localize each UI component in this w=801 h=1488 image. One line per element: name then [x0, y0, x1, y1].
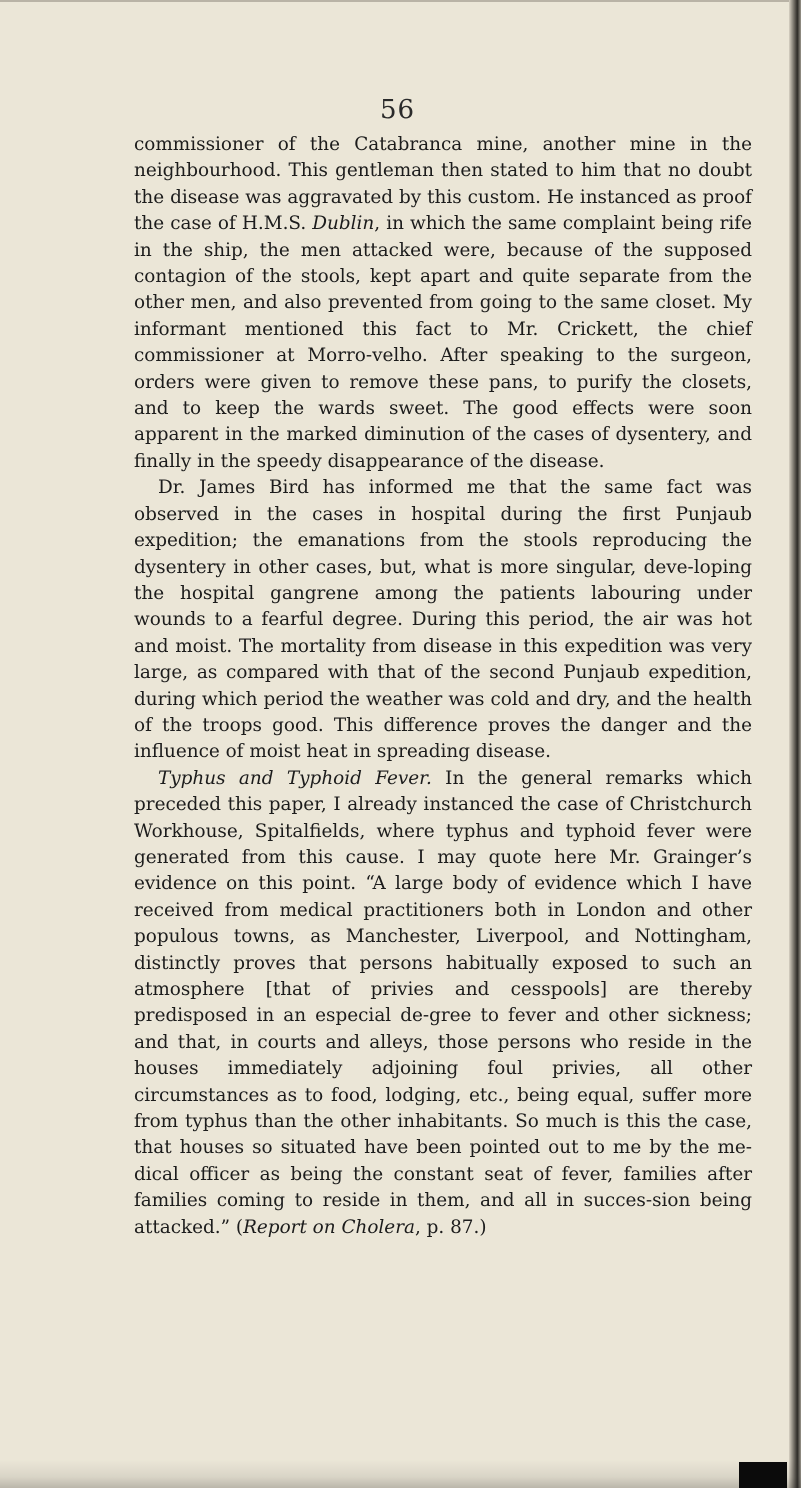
- paragraph-3: [134, 766, 752, 1241]
- black-marker-block: [739, 1462, 787, 1488]
- body-text: [134, 132, 752, 1241]
- paragraph-2: Dr. James Bird has informed me that the same fact was observed in the cases in hospital during the first Punjaub expedition; the emanations from the stools reproducing the dysentery in other cases, but, what is more singular, deve-loping the hospital gangrene among the patients labouring under wounds to a fearful degree. During this period, the air was hot and moist. The mortality from disease in this expedition was very large, as compared with that of the second Punjaub expedition, during which period the weather was cold and dry, and the health of the troops good. This difference proves the danger and the influence of moist heat in spreading disease.: [134, 477, 752, 763]
- section-heading: Typhus and Typhoid Fever.: [158, 767, 432, 789]
- page-number: 56: [380, 95, 416, 125]
- paragraph-1-end: , in which the same complaint being rife in the ship, the men attacked were, because of the supposed contagion of the stools, kept apart and quite separate from the other men, and also prevented from going to the same closet. My informant mentioned this fact to Mr. Crickett, the chief commissioner at Morro-velho. After speaking to the surgeon, orders were given to remove these pans, to purify the closets, and to keep the wards sweet. The good effects were soon apparent in the marked diminution of the cases of dysentery, and finally in the speedy disappearance of the disease.: [134, 213, 752, 472]
- paragraph-1: [134, 132, 752, 475]
- bottom-shadow: [0, 1460, 801, 1488]
- paragraph-1-start: commissioner of the Catabranca mine, another mine in the neighbourhood. This gentleman then stated to him that no doubt the disease was aggravated by this custom. He instanced as proof the case of H.M.S.: [134, 134, 752, 235]
- paragraph-3-body: In the general remarks which preceded this paper, I already instanced the case of Christchurch Workhouse, Spitalfields, where typhus and typhoid fever were generated from this cause. I may quote here Mr. Grainger’s evidence on this point. “A large body of evidence which I have received from medical practitioners both in London and other populous towns, as Manchester, Liverpool, and Nottingham, distinctly proves that persons habitually exposed to such an atmosphere [that of privies and cesspools] are thereby predisposed in an especial de-gree to fever and other sickness; and that, in courts and alleys, those persons who reside in the houses immediately adjoining foul privies, all other circumstances as to food, lodging, etc., being equal, suffer more from typhus than the other inhabitants. So much is this the case, that houses so situated have been pointed out to me by the me-dical officer as being the constant seat of fever, families after families coming to reside in them, and all in succes-sion being attacked.” (: [134, 767, 752, 1238]
- citation-title: Report on Cholera: [243, 1216, 415, 1238]
- top-edge: [0, 0, 801, 2]
- citation-page: , p. 87.): [414, 1216, 487, 1238]
- page-binding-edge: [789, 0, 801, 1488]
- ship-name: Dublin: [312, 213, 375, 235]
